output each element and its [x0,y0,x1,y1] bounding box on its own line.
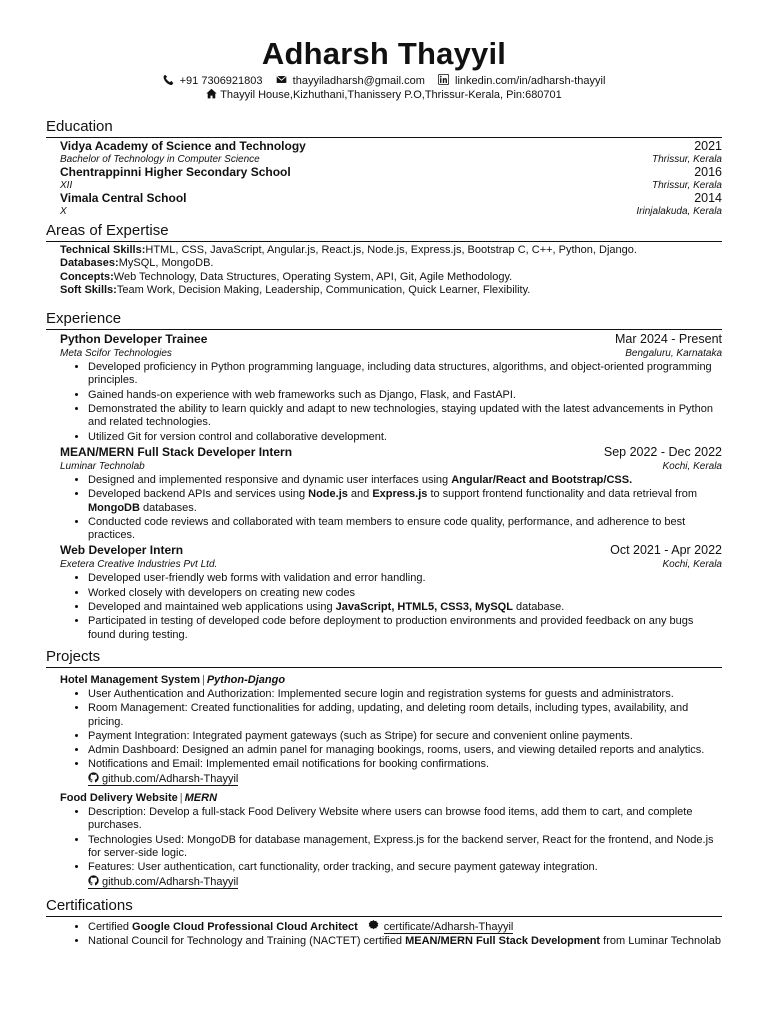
education-row [60,192,722,205]
bullet-text: User Authentication and Authorization: Implemented secure login and registration systems for guests and administrators. [88,687,674,700]
bullet-text: MongoDB [88,501,140,514]
bullet-text: Description: Develop a full-stack Food Delivery Website where users can browse food items, add them to cart, and complete purchases. [88,806,693,832]
job-title: Python Developer Trainee [60,332,208,347]
bullet-text: Developed proficiency in Python programming language, including data structures, algorithms, and object-oriented programming principles. [88,361,712,387]
job-sub-row [60,347,722,360]
skill-value: Team Work, Decision Making, Leadership, Communication, Quick Learner, Flexibility. [116,283,531,296]
project-bullet [88,730,722,743]
project-name: Food Delivery Website [60,792,178,805]
education-location: Irinjalakuda, Kerala [636,206,722,217]
bullet-text: Conducted code reviews and collaborated with team members to ensure code quality, performance, and adherence to best practices. [88,515,686,542]
job-title: Web Developer Intern [60,543,184,558]
education-entry [46,192,722,218]
home-icon [206,88,217,99]
email-contact[interactable] [276,74,425,88]
job-entry [46,332,722,444]
bullet-text: Admin Dashboard: Designed an admin panel for managing bookings, rooms, users, and viewing detailed reports and analytics. [88,744,705,757]
job-header-row [60,445,722,460]
bullet-text: Utilized Git for version control and collaborative development. [88,430,387,443]
bullet-text: and [347,488,373,501]
project-title-row [60,791,722,805]
certificate-link[interactable]: certificate/Adharsh-Thayyil [383,920,514,933]
job-bullet [88,572,722,585]
bullet-text: JavaScript, HTML5, CSS3, MySQL [335,601,513,614]
job-title: MEAN/MERN Full Stack Developer Intern [60,444,293,459]
bullet-text: Express.js [372,488,428,501]
bullet-text: Demonstrated the ability to learn quickly and adapt to new technologies, staying updated with the latest advancements in Python and related technologies. [88,403,713,429]
company-name: Luminar Technolab [60,460,145,472]
project-bullet [88,744,722,757]
skill-line [60,271,722,284]
education-entry [46,166,722,192]
cert-name: MEAN/MERN Full Stack Development [405,935,601,948]
project-entry [46,673,722,786]
bullet-text: to support frontend functionality and data retrieval from [427,488,698,501]
education-subrow [60,205,722,218]
bullet-text: database. [512,601,565,614]
project-bullets [60,688,722,786]
resume-page [46,34,722,949]
bullet-text: Developed and maintained web applications using [88,601,336,614]
education-section [46,118,722,218]
institution-name: Vidya Academy of Science and Technology [60,139,306,153]
skill-value: HTML, CSS, JavaScript, Angular.js, React.js, Node.js, Express.js, Bootstrap C, C++, Python, Django. [145,244,637,256]
education-year: 2014 [694,191,722,205]
job-dates: Oct 2021 - Apr 2022 [610,543,722,558]
skill-value: MySQL, MongoDB. [118,257,214,270]
address-text: Thayyil House,Kizhuthani,Thanissery P.O,Thrissur-Kerala, Pin:680701 [220,89,562,101]
job-bullet [88,601,722,614]
cert-name: Google Cloud Professional Cloud Architect [132,920,358,933]
job-sub-row [60,460,722,473]
project-bullet [88,758,722,786]
bullet-text: Developed user-friendly web forms with validation and error handling. [88,572,426,585]
skill-label: Concepts: [60,270,114,283]
job-bullets [60,474,722,542]
github-link[interactable] [88,875,238,889]
institution-name: Vimala Central School [60,191,187,205]
skills-list [46,244,722,297]
bullet-text: databases. [139,501,197,514]
certification-item [88,920,722,934]
bullet-text: Worked closely with developers on creating new codes [88,586,355,599]
job-bullet [88,587,722,600]
skill-label: Soft Skills: [60,283,117,296]
bullet-text: Angular/React and Bootstrap/CSS. [451,473,633,486]
project-tech: Python-Django [206,673,286,686]
job-bullets [60,361,722,444]
bullet-text: Features: User authentication, cart functionality, order tracking, and secure payment gateway integration. [88,861,598,874]
education-year: 2021 [694,139,722,153]
job-dates: Mar 2024 - Present [615,332,722,347]
job-header-row [60,543,722,558]
job-bullet [88,361,722,388]
job-dates: Sep 2022 - Dec 2022 [603,444,722,459]
email-text: thayyiladharsh@gmail.com [292,75,425,87]
experience-heading: Experience [46,310,722,330]
phone-text: +91 7306921803 [179,75,263,87]
bullet-text: Node.js [308,488,348,501]
project-bullet [88,861,722,889]
cert-text: Certified [88,920,133,933]
projects-heading: Projects [46,648,722,668]
phone-contact[interactable] [163,74,263,88]
expertise-section [46,222,722,297]
bullet-text: Designed and implemented responsive and dynamic user interfaces using [88,473,452,486]
badge-icon [368,920,379,931]
skill-value: Web Technology, Data Structures, Operating System, API, Git, Agile Methodology. [113,270,513,283]
bullet-text: Technologies Used: MongoDB for database management, Express.js for the backend server, React for the frontend, and Node.js for server-side logic. [88,833,714,859]
education-row [60,166,722,179]
company-name: Exetera Creative Industries Pvt Ltd. [60,559,218,571]
education-row [60,140,722,153]
project-bullet [88,834,722,861]
skill-line [60,244,722,257]
project-bullet [88,688,722,701]
project-entry [46,791,722,889]
job-entry [46,445,722,542]
project-bullet [88,806,722,833]
project-bullet [88,702,722,729]
bullet-text: Notifications and Email: Implemented email notifications for booking confirmations. [88,758,490,771]
project-separator: | [201,673,205,686]
job-bullet [88,615,722,642]
skill-line [60,257,722,270]
linkedin-text: linkedin.com/in/adharsh-thayyil [455,75,606,87]
skill-line [60,284,722,297]
job-bullet [88,431,722,444]
job-bullet [88,488,722,515]
cert-text: National Council for Technology and Training (NACTET) certified [88,935,406,948]
experience-section [46,310,722,642]
project-bullets [60,806,722,889]
job-location: Kochi, Kerala [662,559,722,571]
candidate-name: Adharsh Thayyil [261,36,507,71]
job-entry [46,543,722,641]
education-year: 2016 [694,165,722,179]
github-link[interactable] [88,772,238,786]
job-bullet [88,474,722,487]
certification-item [88,935,722,948]
expertise-heading: Areas of Expertise [46,222,722,242]
job-bullets [60,572,722,641]
skill-label: Technical Skills: [60,244,146,256]
education-entry [46,140,722,166]
project-tech: MERN [184,792,218,805]
bullet-text: Payment Integration: Integrated payment gateways (such as Stripe) for secure and convenient online payments. [88,729,633,742]
education-location: Thrissur, Kerala [651,180,722,191]
address-contact [206,88,562,102]
github-link-text: github.com/Adharsh-Thayyil [102,875,239,888]
job-header-row [60,332,722,347]
linkedin-contact[interactable] [438,74,605,88]
projects-section [46,648,722,889]
skill-label: Databases: [60,257,119,270]
bullet-text: Room Management: Created functionalities for adding, updating, and deleting room details, including types, availability, and pricing. [88,702,689,728]
bullet-text: Gained hands-on experience with web frameworks such as Django, Flask, and FastAPI. [88,388,516,401]
degree-name: Bachelor of Technology in Computer Science [60,154,260,165]
cert-text: from Luminar Technolab [600,935,721,948]
degree-name: XII [60,180,73,191]
job-bullet [88,403,722,430]
job-location: Kochi, Kerala [662,460,722,472]
github-link-text: github.com/Adharsh-Thayyil [102,772,239,785]
bullet-text: Participated in testing of developed code before deployment to production environments and provided feedback on any bugs found during testing. [88,615,694,641]
github-icon [88,875,99,886]
certifications-section [46,897,722,949]
job-sub-row [60,558,722,571]
contact-line-1 [46,74,722,88]
certification-list [46,920,722,949]
linkedin-icon [438,74,449,85]
bullet-text: Developed backend APIs and services using [88,488,309,501]
contact-line-2 [46,88,722,102]
github-icon [88,772,99,783]
degree-name: X [60,206,67,217]
project-separator: | [179,792,183,805]
project-title-row [60,673,722,687]
company-name: Meta Scifor Technologies [60,348,172,360]
job-bullet [88,389,722,402]
phone-icon [163,74,174,85]
job-location: Bengaluru, Karnataka [625,348,722,360]
institution-name: Chentrappinni Higher Secondary School [60,165,291,179]
job-bullet [88,516,722,543]
project-name: Hotel Management System [60,673,200,686]
envelope-icon [276,74,287,85]
education-heading: Education [46,118,722,138]
education-location: Thrissur, Kerala [651,154,722,165]
certifications-heading: Certifications [46,897,722,917]
